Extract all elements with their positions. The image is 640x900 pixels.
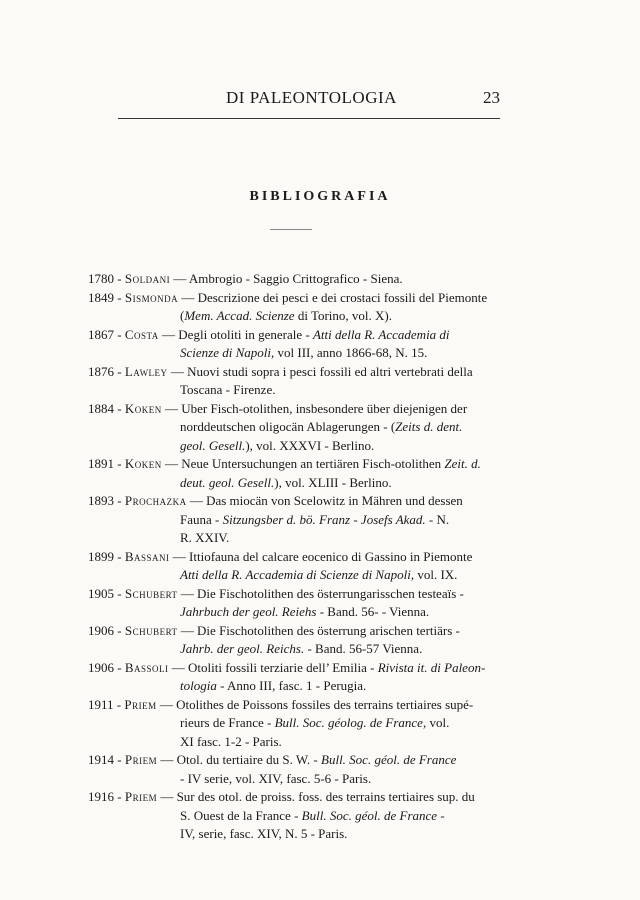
bib-journal: Jahrbuch der geol. Reiehs	[180, 604, 317, 619]
bib-entry-continuation	[88, 733, 502, 752]
bib-year: 1906	[88, 622, 114, 638]
bib-text: - Band. 56- - Vienna.	[316, 604, 430, 619]
bib-text: Descrizione dei pesci e dei crostaci fossili del Piemonte	[197, 289, 488, 305]
bib-entry	[88, 751, 502, 788]
bib-entry-first-line: 1911 - Priem — Otolithes de Poissons fossiles des terrains tertiaires supé-	[88, 696, 474, 712]
bib-author: Prochazka	[124, 493, 187, 508]
bib-entry-continuation	[88, 566, 502, 585]
bib-entry	[88, 622, 502, 659]
bib-entry	[88, 455, 502, 492]
bib-entry	[88, 548, 502, 585]
bib-year: 1899	[88, 548, 114, 564]
bib-author: Schubert	[124, 585, 178, 601]
bib-entry-continuation	[88, 474, 502, 493]
bib-entry	[88, 270, 502, 289]
bib-journal: Bull. Soc. géol. de France	[301, 807, 438, 823]
bib-entry-continuation	[88, 640, 502, 659]
bib-entry-continuation	[88, 529, 502, 548]
bib-entry-first-line: 1876 - Lawley — Nuovi studi sopra i pesci fossili ed altri vertebrati della	[88, 363, 473, 379]
bib-year: 1891	[88, 456, 114, 471]
bib-text: - IV serie, vol. XIV, fasc. 5-6 - Paris.	[180, 770, 372, 786]
bib-text: vol. IX.	[414, 567, 458, 582]
bib-text: IV, serie, fasc. XIV, N. 5 - Paris.	[180, 826, 348, 841]
bib-journal: Zeits d. dent.	[395, 419, 463, 434]
bib-text: - Anno III, fasc. 1 - Perugia.	[216, 678, 367, 693]
bib-entry	[88, 696, 502, 752]
bib-author: Bassoli	[124, 659, 169, 675]
bib-entry-first-line: 1867 - Costa — Degli otoliti in generale - Atti della R. Accademia di	[88, 326, 450, 342]
bib-year: 1867	[88, 326, 114, 342]
bib-entry-first-line: 1780 - Soldani — Ambrogio - Saggio Crittografico - Siena.	[88, 271, 403, 286]
bib-journal: geol. Gesell.	[180, 437, 246, 453]
bib-text: ), vol. XXXVI - Berlino.	[245, 437, 375, 453]
bib-journal: Zeit. d.	[444, 456, 481, 471]
bib-entry-continuation	[88, 418, 502, 437]
bib-journal: Jahrb. der geol. Reichs.	[180, 641, 305, 656]
bib-entry-continuation	[88, 344, 502, 363]
bib-author: Lawley	[124, 363, 168, 379]
bib-entry-continuation	[88, 770, 502, 789]
bib-entry	[88, 788, 502, 844]
bib-entry-continuation	[88, 511, 502, 530]
bib-author: Schubert	[124, 622, 178, 638]
bib-entry-first-line: 1905 - Schubert — Die Fischotolithen des österrungarisschen testeaïs -	[88, 585, 464, 601]
bib-text: vol III, anno 1866-68, N. 15.	[274, 345, 428, 360]
bib-journal: Sitzungsber d. bö. Franz - Josefs Akad.	[222, 511, 426, 527]
bib-entry-first-line: 1849 - Sismonda — Descrizione dei pesci e dei crostaci fossili del Piemonte	[88, 289, 488, 305]
page-number: 23	[483, 88, 500, 107]
bib-journal: Atti della R. Accademia di	[312, 326, 450, 342]
bibliography-list	[88, 270, 502, 844]
bib-entry	[88, 326, 502, 363]
bib-year: 1916	[88, 789, 114, 804]
ornament-rule	[270, 229, 312, 230]
bib-entry-continuation	[88, 807, 502, 826]
bib-text: di Torino, vol. X).	[294, 308, 392, 323]
bib-text: Toscana - Firenze.	[180, 382, 276, 397]
bib-text: Otol. du tertiaire du S. W. -	[176, 752, 322, 767]
bib-author: Koken	[124, 456, 162, 471]
bib-year: 1893	[88, 493, 114, 508]
bib-entry-continuation	[88, 603, 502, 622]
bib-text: Neue Untersuchungen an tertiären Fisch-otolithen	[181, 456, 445, 471]
bib-author: Bassani	[124, 548, 170, 564]
bib-text: Otolithes de Poissons fossiles des terrains tertiaires supé-	[176, 696, 474, 712]
bib-entry-continuation	[88, 714, 502, 733]
bib-journal: Scienze di Napoli,	[180, 345, 275, 360]
bib-entry	[88, 400, 502, 456]
bib-entry	[88, 289, 502, 326]
bib-text: Ambrogio - Saggio Crittografico - Siena.	[188, 271, 403, 286]
bib-year: 1914	[88, 752, 114, 767]
bib-author: Priem	[124, 696, 157, 712]
bib-text: - N.	[425, 511, 450, 527]
bib-entry-continuation	[88, 437, 502, 456]
running-title: DI PALEONTOLOGIA	[226, 88, 397, 107]
bib-text: (	[180, 308, 185, 323]
section-title: BIBLIOGRAFIA	[249, 189, 391, 204]
bib-year: 1905	[88, 585, 114, 601]
bib-year: 1849	[88, 289, 114, 305]
bib-text: Fauna -	[180, 511, 223, 527]
bib-text: Sur des otol. de proiss. foss. des terrains tertiaires sup. du	[176, 789, 475, 804]
bib-entry-first-line: 1916 - Priem — Sur des otol. de proiss. foss. des terrains tertiaires sup. du	[88, 789, 475, 804]
bib-entry-continuation	[88, 381, 502, 400]
bib-text: -	[437, 807, 445, 823]
bib-journal: Bull. Soc. géolog. de France,	[274, 715, 427, 730]
bib-entry-continuation	[88, 825, 502, 844]
bib-text: rieurs de France -	[180, 715, 275, 730]
bib-entry	[88, 363, 502, 400]
bib-journal: Mem. Accad. Scienze	[184, 308, 295, 323]
bib-text: - Band. 56-57 Vienna.	[304, 641, 423, 656]
bib-text: Otoliti fossili terziarie dell’ Emilia -	[188, 659, 378, 675]
bib-entry	[88, 585, 502, 622]
bib-entry-first-line: 1906 - Schubert — Die Fischotolithen des österrung arischen tertiärs -	[88, 622, 460, 638]
bib-author: Priem	[124, 752, 158, 767]
bib-entry-first-line: 1893 - Prochazka — Das miocän von Scelowitz in Mähren und dessen	[88, 493, 463, 508]
bib-year: 1780	[88, 271, 114, 286]
bib-text: norddeutschen oligocän Ablagerungen - (	[180, 419, 396, 434]
bib-text: Das miocän von Scelowitz in Mähren und dessen	[206, 493, 463, 508]
bib-entry-first-line: 1906 - Bassoli — Otoliti fossili terziarie dell’ Emilia - Rivista it. di Paleon-	[88, 659, 486, 675]
bib-author: Koken	[124, 400, 162, 416]
bib-journal: Atti della R. Accademia di Scienze di Napoli,	[180, 567, 415, 582]
header-rule	[118, 118, 500, 119]
bib-text: Ittiofauna del calcare eocenico di Gassino in Piemonte	[189, 548, 473, 564]
bib-entry-first-line: 1914 - Priem — Otol. du tertiaire du S. W. - Bull. Soc. géol. de France	[88, 752, 457, 767]
bib-text: Uber Fisch-otolithen, insbesondere über diejenigen der	[181, 400, 468, 416]
bib-text: XI fasc. 1-2 - Paris.	[180, 733, 282, 749]
bib-entry	[88, 659, 502, 696]
bib-text: S. Ouest de la France -	[180, 807, 302, 823]
bib-author: Priem	[124, 789, 158, 804]
bib-year: 1876	[88, 363, 114, 379]
bib-author: Sismonda	[124, 289, 179, 305]
bib-year: 1911	[88, 696, 114, 712]
bib-year: 1906	[88, 659, 114, 675]
bib-entry-first-line: 1884 - Koken — Uber Fisch-otolithen, insbesondere über diejenigen der	[88, 400, 468, 416]
bib-author: Costa	[124, 326, 159, 342]
bib-author: Soldani	[124, 271, 171, 286]
bib-journal: tologia	[180, 678, 217, 693]
bib-text: Die Fischotolithen des österrung arischen tertiärs -	[197, 622, 460, 638]
page-header	[118, 88, 500, 110]
bib-text: ), vol. XLIII - Berlino.	[274, 474, 392, 490]
bib-entry	[88, 492, 502, 548]
bib-entry-first-line: 1891 - Koken — Neue Untersuchungen an tertiären Fisch-otolithen Zeit. d.	[88, 456, 481, 471]
bib-journal: Rivista it. di Paleon-	[377, 659, 486, 675]
bib-journal: Bull. Soc. géol. de France	[321, 752, 457, 767]
bib-entry-first-line: 1899 - Bassani — Ittiofauna del calcare eocenico di Gassino in Piemonte	[88, 548, 473, 564]
bib-year: 1884	[88, 400, 114, 416]
bib-text: Nuovi studi sopra i pesci fossili ed altri vertebrati della	[187, 363, 473, 379]
bib-entry-continuation	[88, 677, 502, 696]
bib-text: vol.	[426, 715, 450, 730]
bib-text: Die Fischotolithen des österrungarisschen testeaïs -	[197, 585, 464, 601]
bib-entry-continuation	[88, 307, 502, 326]
bib-journal: deut. geol. Gesell.	[180, 474, 275, 490]
bib-text: R. XXIV.	[180, 530, 230, 545]
bib-text: Degli otoliti in generale -	[178, 326, 313, 342]
